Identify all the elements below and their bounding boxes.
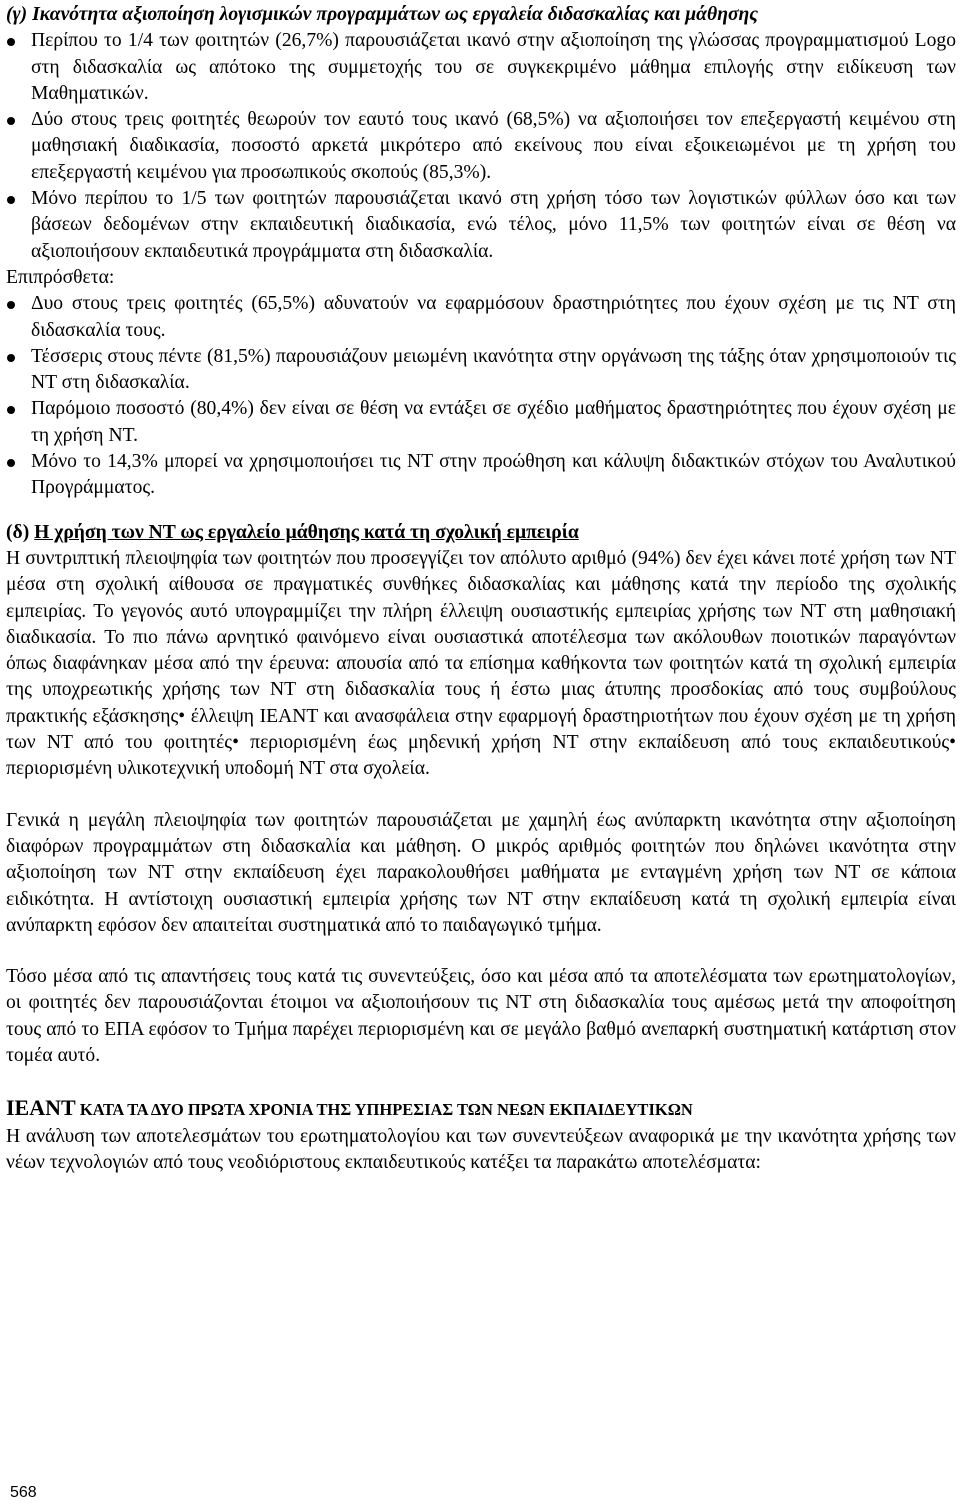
section-heading-ieant: ΙΕΑΝΤ ΚΑΤΑ ΤΑ ΔΥΟ ΠΡΩΤΑ ΧΡΟΝΙΑ ΤΗΣ ΥΠΗΡΕΣΙΑΣ ΤΩΝ ΝΕΩΝ ΕΚΠΑΙΔΕΥΤΙΚΩΝ	[6, 1095, 693, 1121]
bullet-icon	[7, 301, 15, 309]
bullet-icon	[7, 38, 15, 46]
bullet-list-additional	[6, 291, 956, 501]
list-item: Παρόμοιο ποσοστό (80,4%) δεν είναι σε θέση να εντάξει σε σχέδιο μαθήματος δραστηριότητες που έχουν σχέση με τη χρήση ΝΤ.	[6, 396, 956, 449]
body-paragraph-3: Τόσο μέσα από τις απαντήσεις τους κατά τις συνεντεύξεις, όσο και μέσα από τα αποτελέσματα των ερωτηματολογίων, οι φοιτητές δεν παρουσιάζονται έτοιμοι να αξιοποιήσουν τις ΝΤ στη διδασκαλία τους αμέσως μετά την αποφοίτηση τους από το ΕΠΑ εφόσον το Τμήμα παρέχει περιορισμένη και σε μεγάλο βαθμό ανεπαρκή συστηματική κατάρτιση στον τομέα αυτό.	[6, 966, 956, 1066]
document-page	[6, 0, 956, 1176]
bullet-icon	[7, 406, 15, 414]
bullet-icon	[7, 354, 15, 362]
list-item: Μόνο το 14,3% μπορεί να χρησιμοποιήσει τις ΝΤ στην προώθηση και κάλυψη διδακτικών στόχων του Αναλυτικού Προγράμματος.	[6, 449, 956, 502]
bullet-icon	[7, 117, 15, 125]
bullet-icon	[7, 196, 15, 204]
bullet-icon	[7, 459, 15, 467]
list-item: Μόνο περίπου το 1/5 των φοιτητών παρουσιάζεται ικανό στη χρήση τόσο των λογιστικών φύλλων όσο και των βάσεων δεδομένων στην εκπαιδευτική διαδικασία, ενώ τέλος, μόνο 11,5% των φοιτητών είναι σε θέση να αξιοποιήσουν εκπαιδευτικά προγράμματα στη διδασκαλία.	[6, 186, 956, 265]
list-item: Τέσσερις στους πέντε (81,5%) παρουσιάζουν μειωμένη ικανότητα στην οργάνωση της τάξης όταν χρησιμοποιούν τις ΝΤ στη διδασκαλία.	[6, 344, 956, 397]
additionally-label: Επιπρόσθετα:	[6, 266, 115, 288]
body-paragraph-1: Η συντριπτική πλειοψηφία των φοιτητών που προσεγγίζει τον απόλυτο αριθμό (94%) δεν έχει κάνει ποτέ χρήση των ΝΤ μέσα στη σχολική αίθουσα σε πραγματικές συνθήκες διδασκαλίας και μάθησης κατά την περίοδο της σχολικής εμπειρίας. Το γεγονός αυτό υπογραμμίζει την πλήρη έλλειψη ουσιαστικής εμπειρίας χρήσης των ΝΤ στη μαθησιακή διαδικασία. Το πιο πάνω αρνητικό φαινόμενο είναι ουσιαστικά αποτέλεσμα των ακόλουθων ποιοτικών παραγόντων όπως διαφάνηκαν μέσα από την έρευνα: απουσία από τα επίσημα καθήκοντα των φοιτητών κατά τη σχολική εμπειρία της υποχρεωτικής χρήσης των ΝΤ στη διδασκαλία τους ή έστω μιας άτυπης προσδοκίας από τους συμβούλους πρακτικής εξάσκησης• έλλειψη ΙΕΑΝΤ και ανασφάλεια στην εφαρμογή δραστηριοτήτων που έχουν σχέση με τη χρήση των ΝΤ από του φοιτητές• περιορισμένη έως μηδενική χρήση ΝΤ στην εκπαίδευση από τους εκπαιδευτικούς• περιορισμένη υλικοτεχνική υποδομή ΝΤ στα σχολεία.	[6, 547, 956, 780]
page-number: 568	[10, 1484, 37, 1501]
list-item: Δύο στους τρεις φοιτητές θεωρούν τον εαυτό τους ικανό (68,5%) να αξιοποιήσει τον επεξεργαστή κειμένου στη μαθησιακή διαδικασία, ποσοστό αρκετά μικρότερο από εκείνους που είναι εξοικειωμένοι με τη χρήση του επεξεργαστή κειμένου για προσωπικούς σκοπούς (85,3%).	[6, 107, 956, 186]
final-paragraph: Η ανάλυση των αποτελεσμάτων του ερωτηματολογίου και των συνεντεύξεων αναφορικά με την ικανότητα χρήσης των νέων τεχνολογιών από τους νεοδιόριστους εκπαιδευτικούς κατέξει τα παρακάτω αποτελέσματα:	[6, 1125, 956, 1173]
list-item: Περίπου το 1/4 των φοιτητών (26,7%) παρουσιάζεται ικανό στην αξιοποίηση της γλώσσας προγραμματισμού Logo στη διδασκαλία ως απότοκο της συμμετοχής του σε συγκεκριμένο μάθημα επιλογής στην ειδίκευση των Μαθηματικών.	[6, 28, 956, 107]
list-item: Δυο στους τρεις φοιτητές (65,5%) αδυνατούν να εφαρμόσουν δραστηριότητες που έχουν σχέση με τις ΝΤ στη διδασκαλία τους.	[6, 291, 956, 344]
section-heading-d: (δ) Η χρήση των ΝΤ ως εργαλείο μάθησης κατά τη σχολική εμπειρία	[6, 521, 579, 543]
section-heading-c: (γ) Ικανότητα αξιοποίηση λογισμικών προγραμμάτων ως εργαλεία διδασκαλίας και μάθησης	[6, 4, 758, 25]
bullet-list-c	[6, 28, 956, 265]
body-paragraph-2: Γενικά η μεγάλη πλειοψηφία των φοιτητών παρουσιάζεται με χαμηλή έως ανύπαρκτη ικανότητα στην αξιοποίηση διαφόρων προγραμμάτων στη διδασκαλία και μάθηση. Ο μικρός αριθμός φοιτητών που δηλώνει ικανότητα στην αξιοποίηση των ΝΤ στην εκπαίδευση έχει παρακολουθήσει μαθήματα με ενταγμένη χρήση των ΝΤ σε κάποια ειδικότητα. Η αντίστοιχη ουσιαστική εμπειρία χρήσης των ΝΤ στην εκπαίδευση κατά τη σχολική εμπειρία είναι ανύπαρκτη εφόσον δεν απαιτείται συστηματικά από το παιδαγωγικό τμήμα.	[6, 809, 956, 936]
